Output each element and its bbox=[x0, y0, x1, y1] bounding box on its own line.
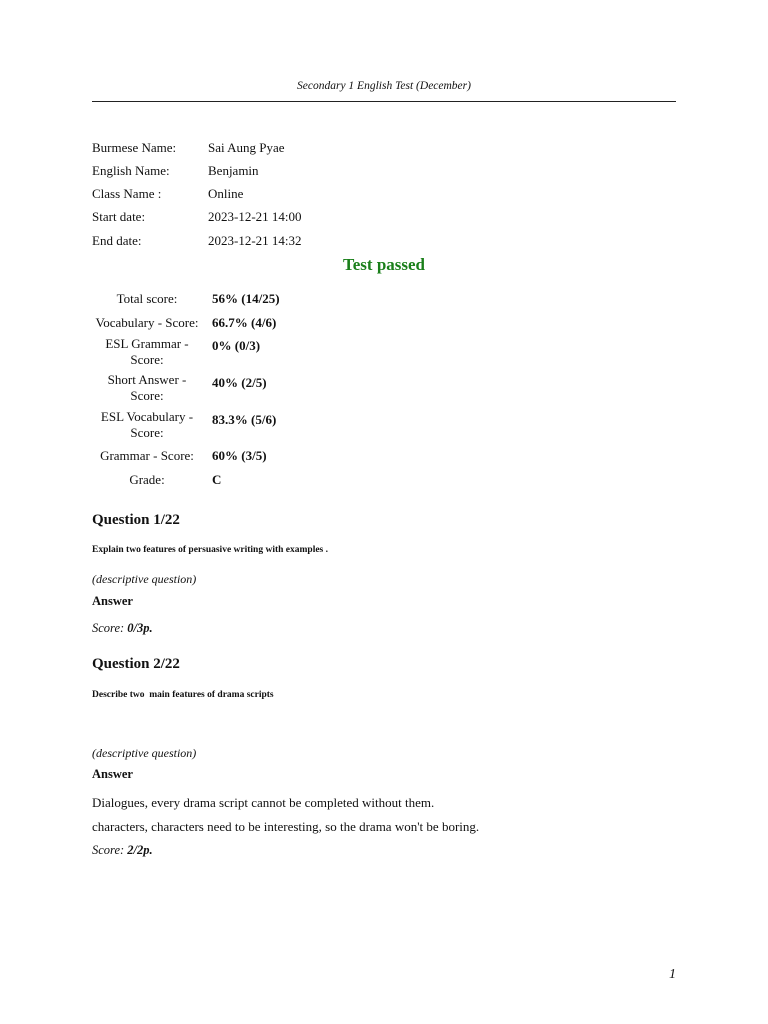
info-value: 2023-12-21 14:32 bbox=[208, 233, 302, 248]
score-label: ESL Vocabulary - Score: bbox=[100, 409, 194, 440]
score-value: 60% (3/5) bbox=[212, 448, 267, 463]
test-status: Test passed bbox=[342, 255, 426, 274]
answer-line: Dialogues, every drama script cannot be completed without them. bbox=[92, 795, 435, 810]
question-type: (descriptive question) bbox=[92, 746, 197, 760]
question-text: Explain two features of persuasive writing with examples . bbox=[92, 545, 328, 555]
info-value: 2023-12-21 14:00 bbox=[208, 209, 302, 224]
info-label: Class Name : bbox=[92, 186, 162, 201]
score-value: 83.3% (5/6) bbox=[212, 412, 277, 427]
question-type: (descriptive question) bbox=[92, 572, 197, 586]
score-value: 40% (2/5) bbox=[212, 375, 267, 390]
score-value: C bbox=[212, 472, 222, 487]
page-number: 1 bbox=[669, 967, 676, 982]
info-value: Benjamin bbox=[208, 163, 259, 178]
score-label: Grammar - Score: bbox=[100, 448, 194, 463]
answer-line: characters, characters need to be interesting, so the drama won't be boring. bbox=[92, 819, 480, 834]
score-value: 66.7% (4/6) bbox=[212, 315, 277, 330]
score-value: 0% (0/3) bbox=[212, 338, 261, 353]
score-label: Grade: bbox=[129, 472, 165, 487]
question-score bbox=[92, 843, 153, 858]
header-divider bbox=[92, 101, 676, 102]
score-value: 0/3p. bbox=[127, 621, 153, 635]
info-label: End date: bbox=[92, 233, 142, 248]
answer-label: Answer bbox=[92, 594, 133, 608]
score-prefix: Score: bbox=[92, 621, 128, 635]
document-header: Secondary 1 English Test (December) bbox=[297, 80, 471, 92]
info-label: Start date: bbox=[92, 209, 146, 224]
question-score bbox=[92, 621, 153, 636]
info-value: Sai Aung Pyae bbox=[208, 140, 285, 155]
question-title: Question 1/22 bbox=[92, 512, 180, 528]
answer-label: Answer bbox=[92, 767, 133, 781]
info-label: Burmese Name: bbox=[92, 140, 177, 155]
score-value: 56% (14/25) bbox=[212, 291, 280, 306]
score-label: Vocabulary - Score: bbox=[95, 315, 199, 330]
info-value: Online bbox=[208, 186, 244, 201]
score-prefix: Score: bbox=[92, 843, 128, 857]
info-label: English Name: bbox=[92, 163, 170, 178]
score-label: Short Answer - Score: bbox=[107, 372, 187, 403]
score-label: ESL Grammar - Score: bbox=[105, 336, 189, 367]
score-label: Total score: bbox=[116, 291, 178, 306]
question-title: Question 2/22 bbox=[92, 656, 180, 672]
score-value: 2/2p. bbox=[127, 843, 153, 857]
question-text: Describe two main features of drama scripts bbox=[92, 690, 274, 700]
